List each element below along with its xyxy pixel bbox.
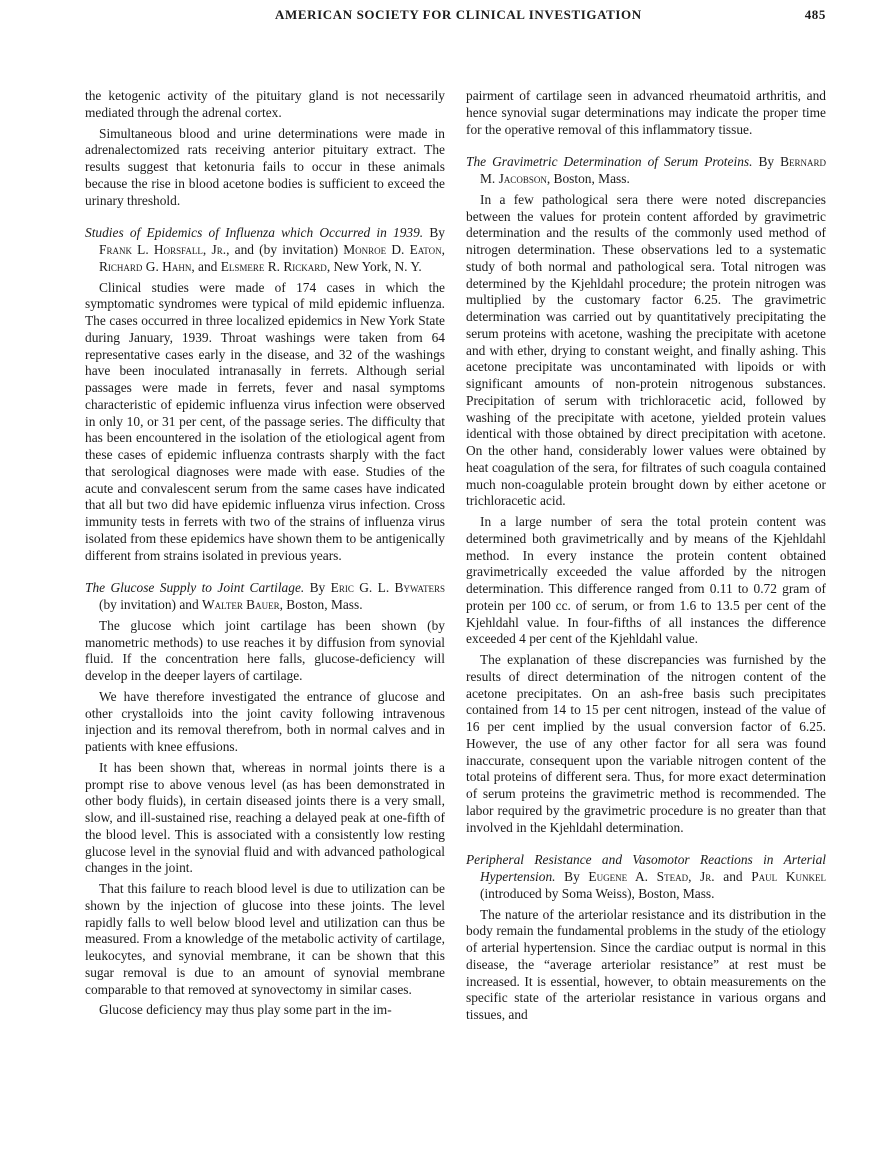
author-name: Walter Bauer (202, 597, 280, 612)
author-name: Elsmere R. Rickard (220, 258, 327, 274)
byline-text: , Boston, Mass. (279, 597, 363, 612)
author-name: Eric G. L. Bywaters (330, 580, 445, 596)
article-title: Studies of Epidemics of Influenza which Occurred in 1939. (85, 225, 424, 241)
article-heading (85, 225, 445, 275)
left-column (85, 88, 445, 1023)
paragraph: In a large number of sera the total protein content was determined both gravimetrically and by means of the Kjehldahl method. In every instance the protein content obtained gravimetrically exceeded the value afforded by the nitrogen determination. This difference ranged from 0.11 to 0.72 gram of protein per 100 cc. of serum, or from 1.6 to 13.5 per cent of the Kjehldahl value. In four-fifths of all instances the difference exceeded 4 per cent of the Kjehldahl value. (466, 514, 826, 647)
paragraph: the ketogenic activity of the pituitary gland is not necessarily mediated through the adrenal cortex. (85, 88, 445, 120)
paragraph: The nature of the arteriolar resistance and its distribution in the body remain the fundamental problems in the study of the etiology of arterial hypertension. Since the cardiac output is normal in this disease, the “average arteriolar resistance” at rest must be increased. It is essential, however, to obtain measurements on the specific state of the arteriolar resistance in various organs and tissues, and (466, 906, 826, 1022)
byline-text: By (752, 154, 781, 170)
paragraph: The explanation of these discrepancies was furnished by the results of direct determination of the nitrogen content of the acetone precipitates. On an ash-free basis such precipitates contained from 14 to 15 per cent nitrogen, instead of the value of 16 per cent implied by the usual conversion factor of 6.25. However, the use of any other factor for all sera was found inaccurate, consequent upon the variable nitrogen content of the total proteins of different sera. Thus, for more exact determination of serum proteins the gravimetric method is recommended. The labor required by the gravimetric procedure is no greater than that involved in the Kjehldahl determination. (466, 652, 826, 835)
byline-text: and (714, 869, 752, 884)
paragraph: Glucose deficiency may thus play some part in the im- (99, 1002, 392, 1018)
article-heading (85, 580, 445, 614)
right-column (466, 88, 826, 1028)
byline-text: (by invitation) and (99, 597, 203, 612)
byline-text: , New York, N. Y. (326, 258, 422, 274)
article-title: The Glucose Supply to Joint Cartilage. (85, 580, 305, 596)
author-name: Monroe D. Eaton (343, 242, 442, 257)
paragraph: pairment of cartilage seen in advanced rheumatoid arthritis, and hence synovial sugar determinations may indicate the proper time for the operative removal of this inflammatory tissue. (466, 88, 826, 137)
article-title: The Gravimetric Determination of Serum Proteins. (466, 154, 753, 170)
article-heading (466, 852, 826, 902)
paragraph: The glucose which joint cartilage has been shown (by manometric methods) to use reaches it by diffusion from synovial fluid. If the concentration here falls, glucose-deficiency will develop in the deeper layers of cartilage. (85, 617, 445, 683)
byline-text: By (304, 580, 331, 596)
paragraph: We have therefore investigated the entrance of glucose and other crystalloids into the joint cavity following intravenous injection and its removal therefrom, both in normal calves and in patients with knee effusions. (85, 688, 445, 754)
author-name: Bernard M. Jacobson (480, 154, 826, 186)
paragraph: It has been shown that, whereas in normal joints there is a prompt rise to above venous level (as has been demonstrated in other body fluids), in certain diseased joints there is a very small, slow, and ill-sustained rise, reaching a delayed peak at one-fifth of the blood level. This is associated with a consistently low resting glucose level in the synovial fluid and with advanced pathological changes in the joint. (85, 759, 445, 876)
page-number: 485 (804, 7, 826, 22)
byline-text: , (441, 242, 445, 257)
running-header (85, 7, 826, 27)
paragraph: That this failure to reach blood level is due to utilization can be shown by the injection of glucose into these joints. The level rapidly falls to well below blood level and utilization can thus be measured. From a knowledge of the metabolic activity of cartilage, leukocytes, and synovial membrane, it can be shown that this sugar removal is due to an amount of synovial membrane comparable to that removed at synovectomy in similar cases. (85, 881, 445, 997)
article-heading (466, 154, 826, 188)
paragraph: In a few pathological sera there were noted discrepancies between the values for protein content afforded by gravimetric determination and the results of the commonly used method of nitrogen determination. These observations led to a systematic study of both normal and pathological sera. Total nitrogen was determined by the Kjehldahl procedure; the protein nitrogen was multiplied by the customary factor 6.25. The gravimetric determination was carried out by quantitatively precipitating the serum proteins with acetone, washing the precipitate with acetone and with ether, drying to constant weight, and finally ashing. This acetone precipitate was uncontaminated with lipoids or with significant amounts of non-protein nitrogenous substances. Precipitation of serum with trichloracetic acid, followed by washing of the precipitate with acetone, yielded protein values identical with those obtained by direct precipitation with acetone. On the other hand, considerably lower values were obtained by heat coagulation of the sera, for filtrates of such coagula contained much non-coagulable protein brought down by either acetone or trichloracetic acid. (466, 191, 826, 509)
author-name: Frank L. Horsfall, Jr. (99, 242, 227, 257)
byline-text: , and (by invitation) (226, 242, 344, 257)
byline-text: By (423, 225, 445, 241)
byline-text: , and (191, 258, 221, 274)
author-name: Richard G. Hahn (99, 258, 192, 274)
byline-text: , Boston, Mass. (546, 171, 630, 186)
paragraph: Clinical studies were made of 174 cases in which the symptomatic syndromes were typical of mild epidemic influenza. The cases occurred in three localized epidemics in New York State during January, 1939. Throat washings were taken from 64 representative cases early in the disease, and 32 of the washings have been inoculated intranasally in ferrets. Although serial passages were made in ferrets, fever and nasal symptoms characteristic of epidemic influenza virus infection were observed in only 10, or 31 per cent, of the passage series. The difficulty that has been encountered in the isolation of the etiological agent from these cases of epidemic influenza contrasts sharply with the fact that serological diagnoses were made with ease. Studies of the acute and convalescent serum from the same cases have indicated that all but two did have epidemic influenza virus infection. Cross immunity tests in ferrets with two of the strains of influenza virus isolated from these epidemics have shown them to be antigenically different from strains isolated in previous years. (85, 279, 445, 563)
byline-text: (introduced by Soma Weiss), Boston, Mass. (480, 885, 715, 901)
running-title: AMERICAN SOCIETY FOR CLINICAL INVESTIGATION (275, 7, 642, 22)
author-name: Eugene A. Stead, Jr. (588, 869, 715, 884)
paragraph: Simultaneous blood and urine determinations were made in adrenalectomized rats receiving anterior pituitary extract. The results suggest that ketonuria fails to occur in these animals because the rise in blood acetone bodies is sufficient to exceed the urinary threshold. (85, 125, 445, 208)
author-name: Paul Kunkel (751, 869, 826, 884)
article-title: Peripheral Resistance and Vasomotor Reactions in Arterial Hypertension. (466, 852, 826, 884)
byline-text: By (555, 869, 589, 884)
